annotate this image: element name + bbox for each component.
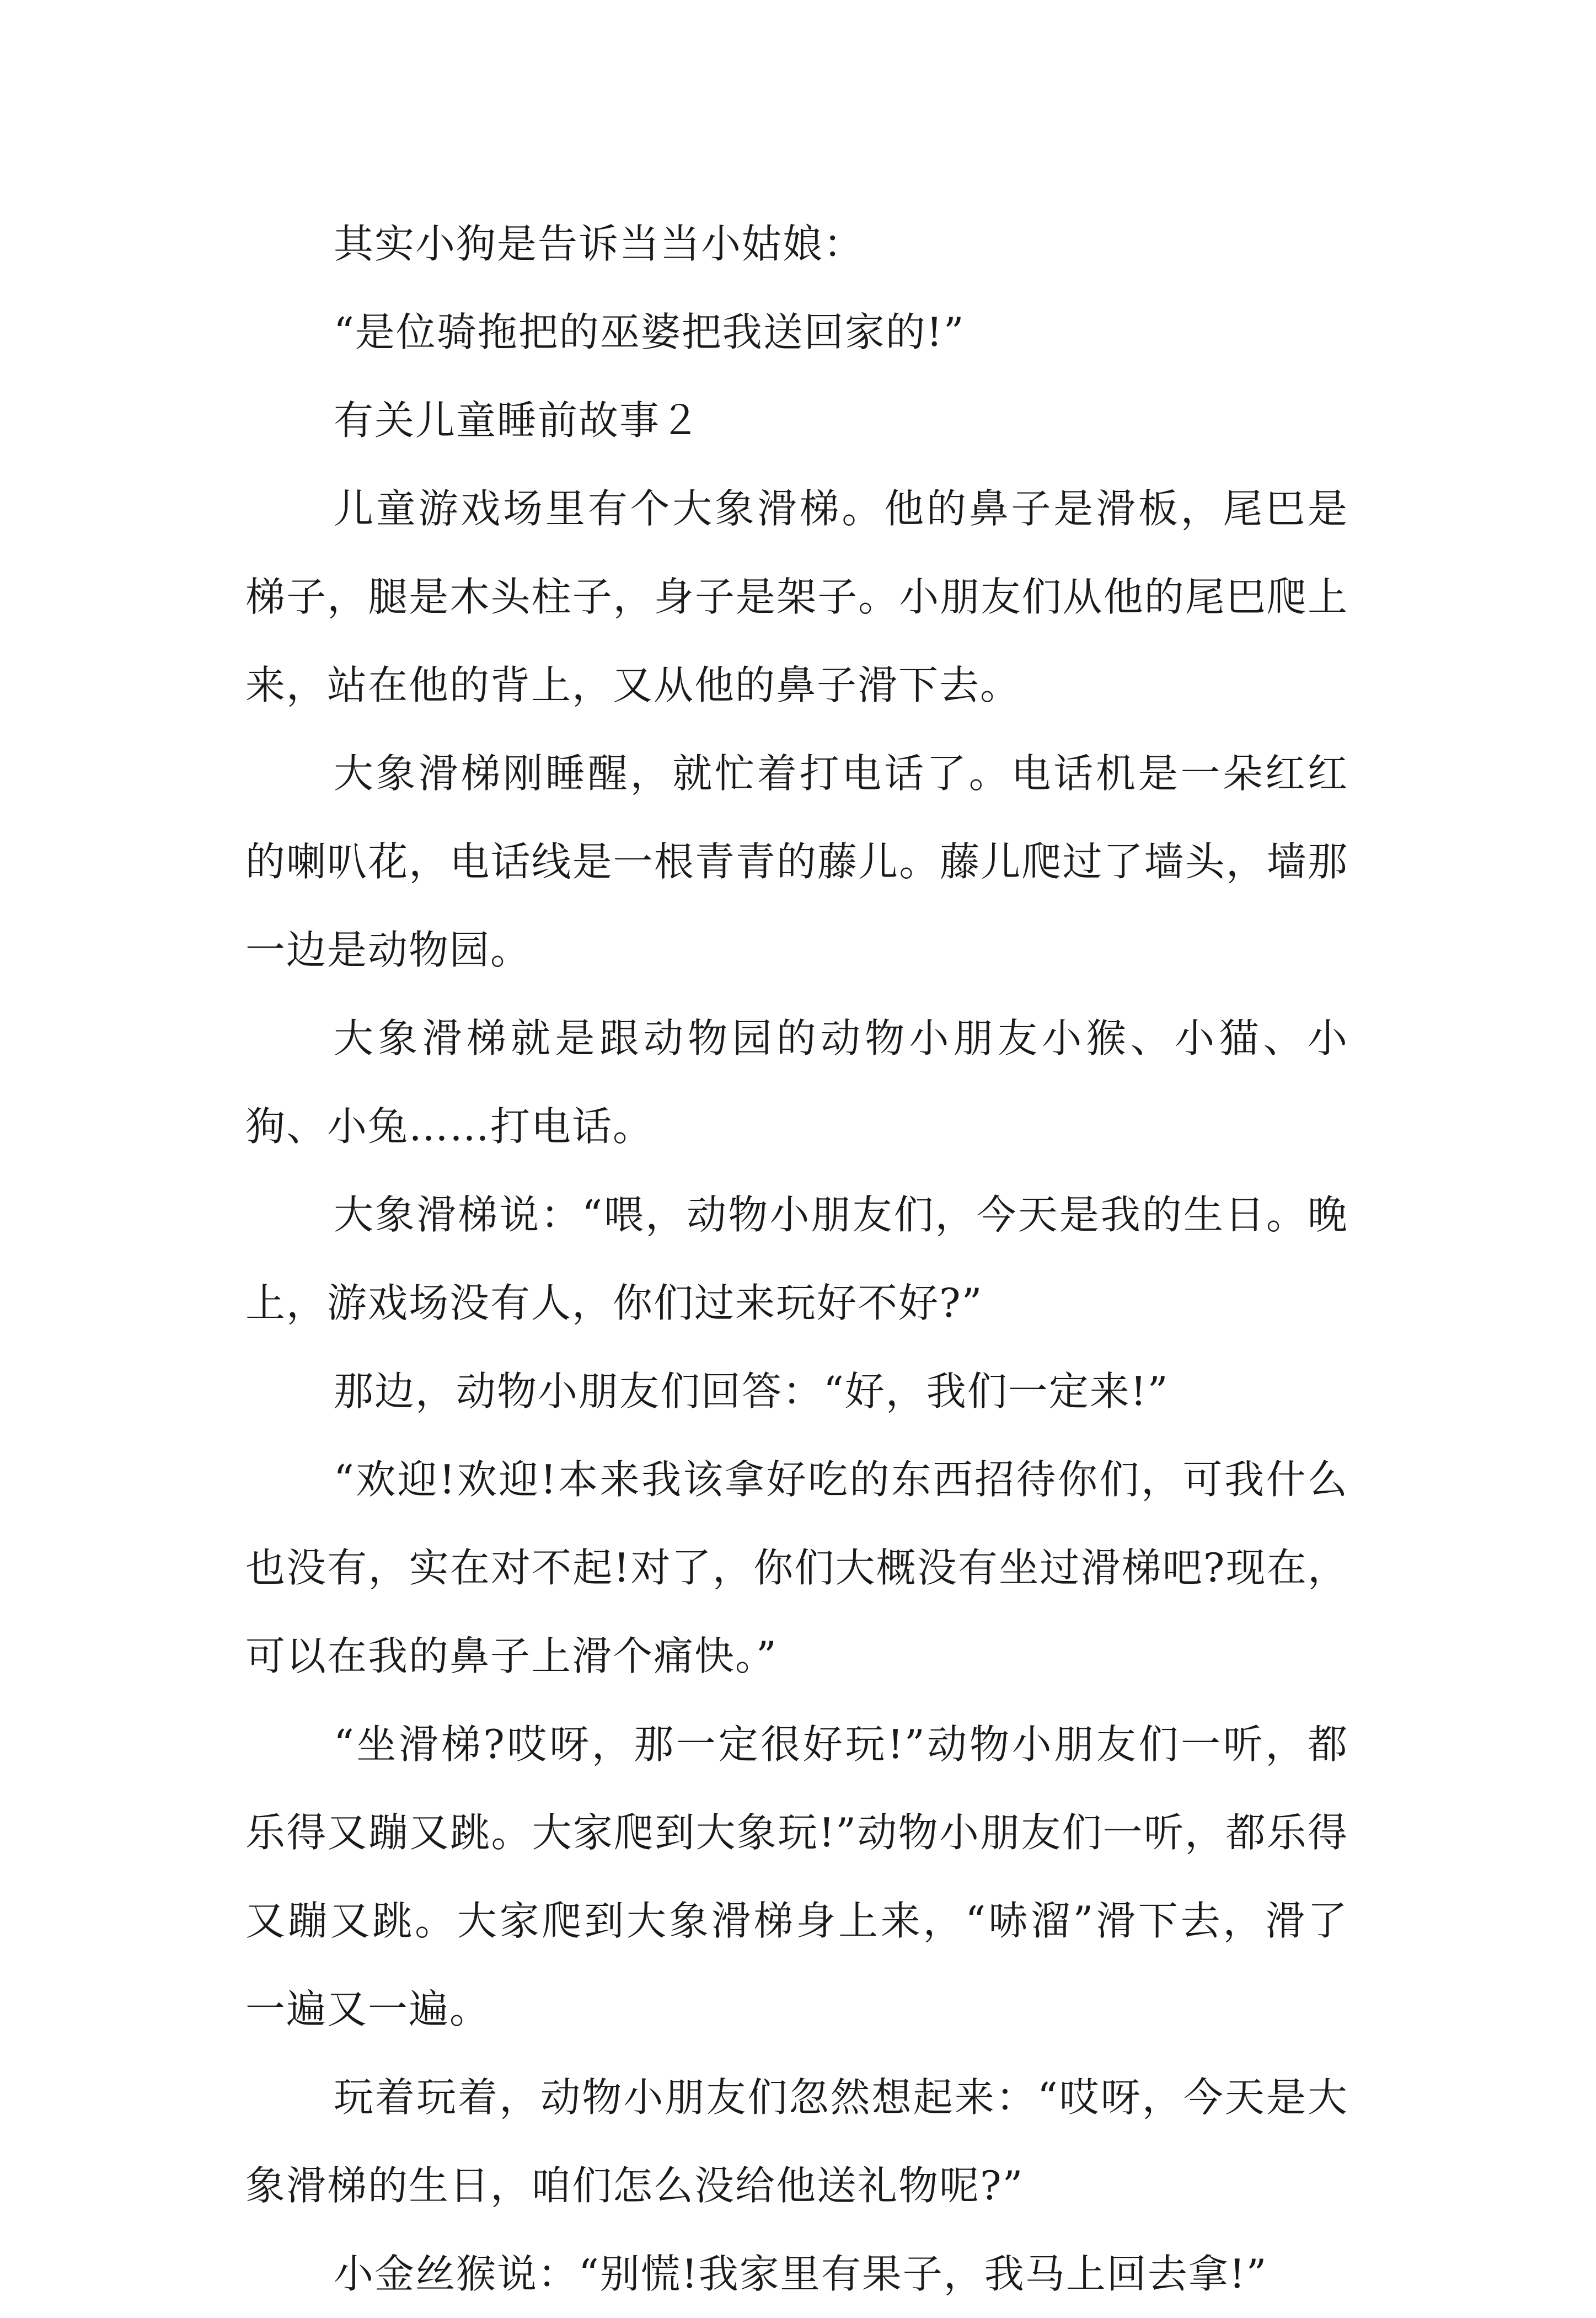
paragraph-2: “是位骑拖把的巫婆把我送回家的!” (334, 309, 965, 355)
paragraph-8: “欢迎!欢迎!本来我该拿好吃的东西招待你们，可我什么也没有，实在对不起!对了，你们大概没有坐过滑梯吧?现在，可以在我的鼻子上滑个痛快。” (245, 1456, 1348, 1679)
document-body (245, 200, 1348, 2318)
paragraph-10: 玩着玩着，动物小朋友们忽然想起来：“哎呀，今天是大象滑梯的生日，咱们怎么没给他送礼物呢?” (245, 2074, 1348, 2209)
paragraph-3: 儿童游戏场里有个大象滑梯。他的鼻子是滑板，尾巴是梯子，腿是木头柱子，身子是架子。小朋友们从他的尾巴爬上来，站在他的背上，又从他的鼻子滑下去。 (245, 485, 1348, 708)
paragraph-1: 其实小狗是告诉当当小姑娘： (334, 221, 865, 267)
paragraph-9: “坐滑梯?哎呀，那一定很好玩!”动物小朋友们一听，都乐得又蹦又跳。大家爬到大象玩!”动物小朋友们一听，都乐得又蹦又跳。大家爬到大象滑梯身上来，“哧溜”滑下去，滑了一遍又一遍。 (245, 1721, 1348, 2032)
paragraph-7: 那边，动物小朋友们回答：“好，我们一定来!” (334, 1368, 1169, 1414)
paragraph-4: 大象滑梯刚睡醒，就忙着打电话了。电话机是一朵红红的喇叭花，电话线是一根青青的藤儿。藤儿爬过了墙头，墙那一边是动物园。 (245, 750, 1348, 973)
paragraph-5: 大象滑梯就是跟动物园的动物小朋友小猴、小猫、小狗、小兔……打电话。 (245, 1015, 1348, 1150)
paragraph-11: 小金丝猴说：“别慌!我家里有果子，我马上回去拿!” (334, 2251, 1268, 2297)
paragraph-6: 大象滑梯说：“喂，动物小朋友们，今天是我的生日。晚上，游戏场没有人，你们过来玩好不好?” (245, 1192, 1348, 1326)
section-heading: 有关儿童睡前故事２ (334, 397, 701, 444)
